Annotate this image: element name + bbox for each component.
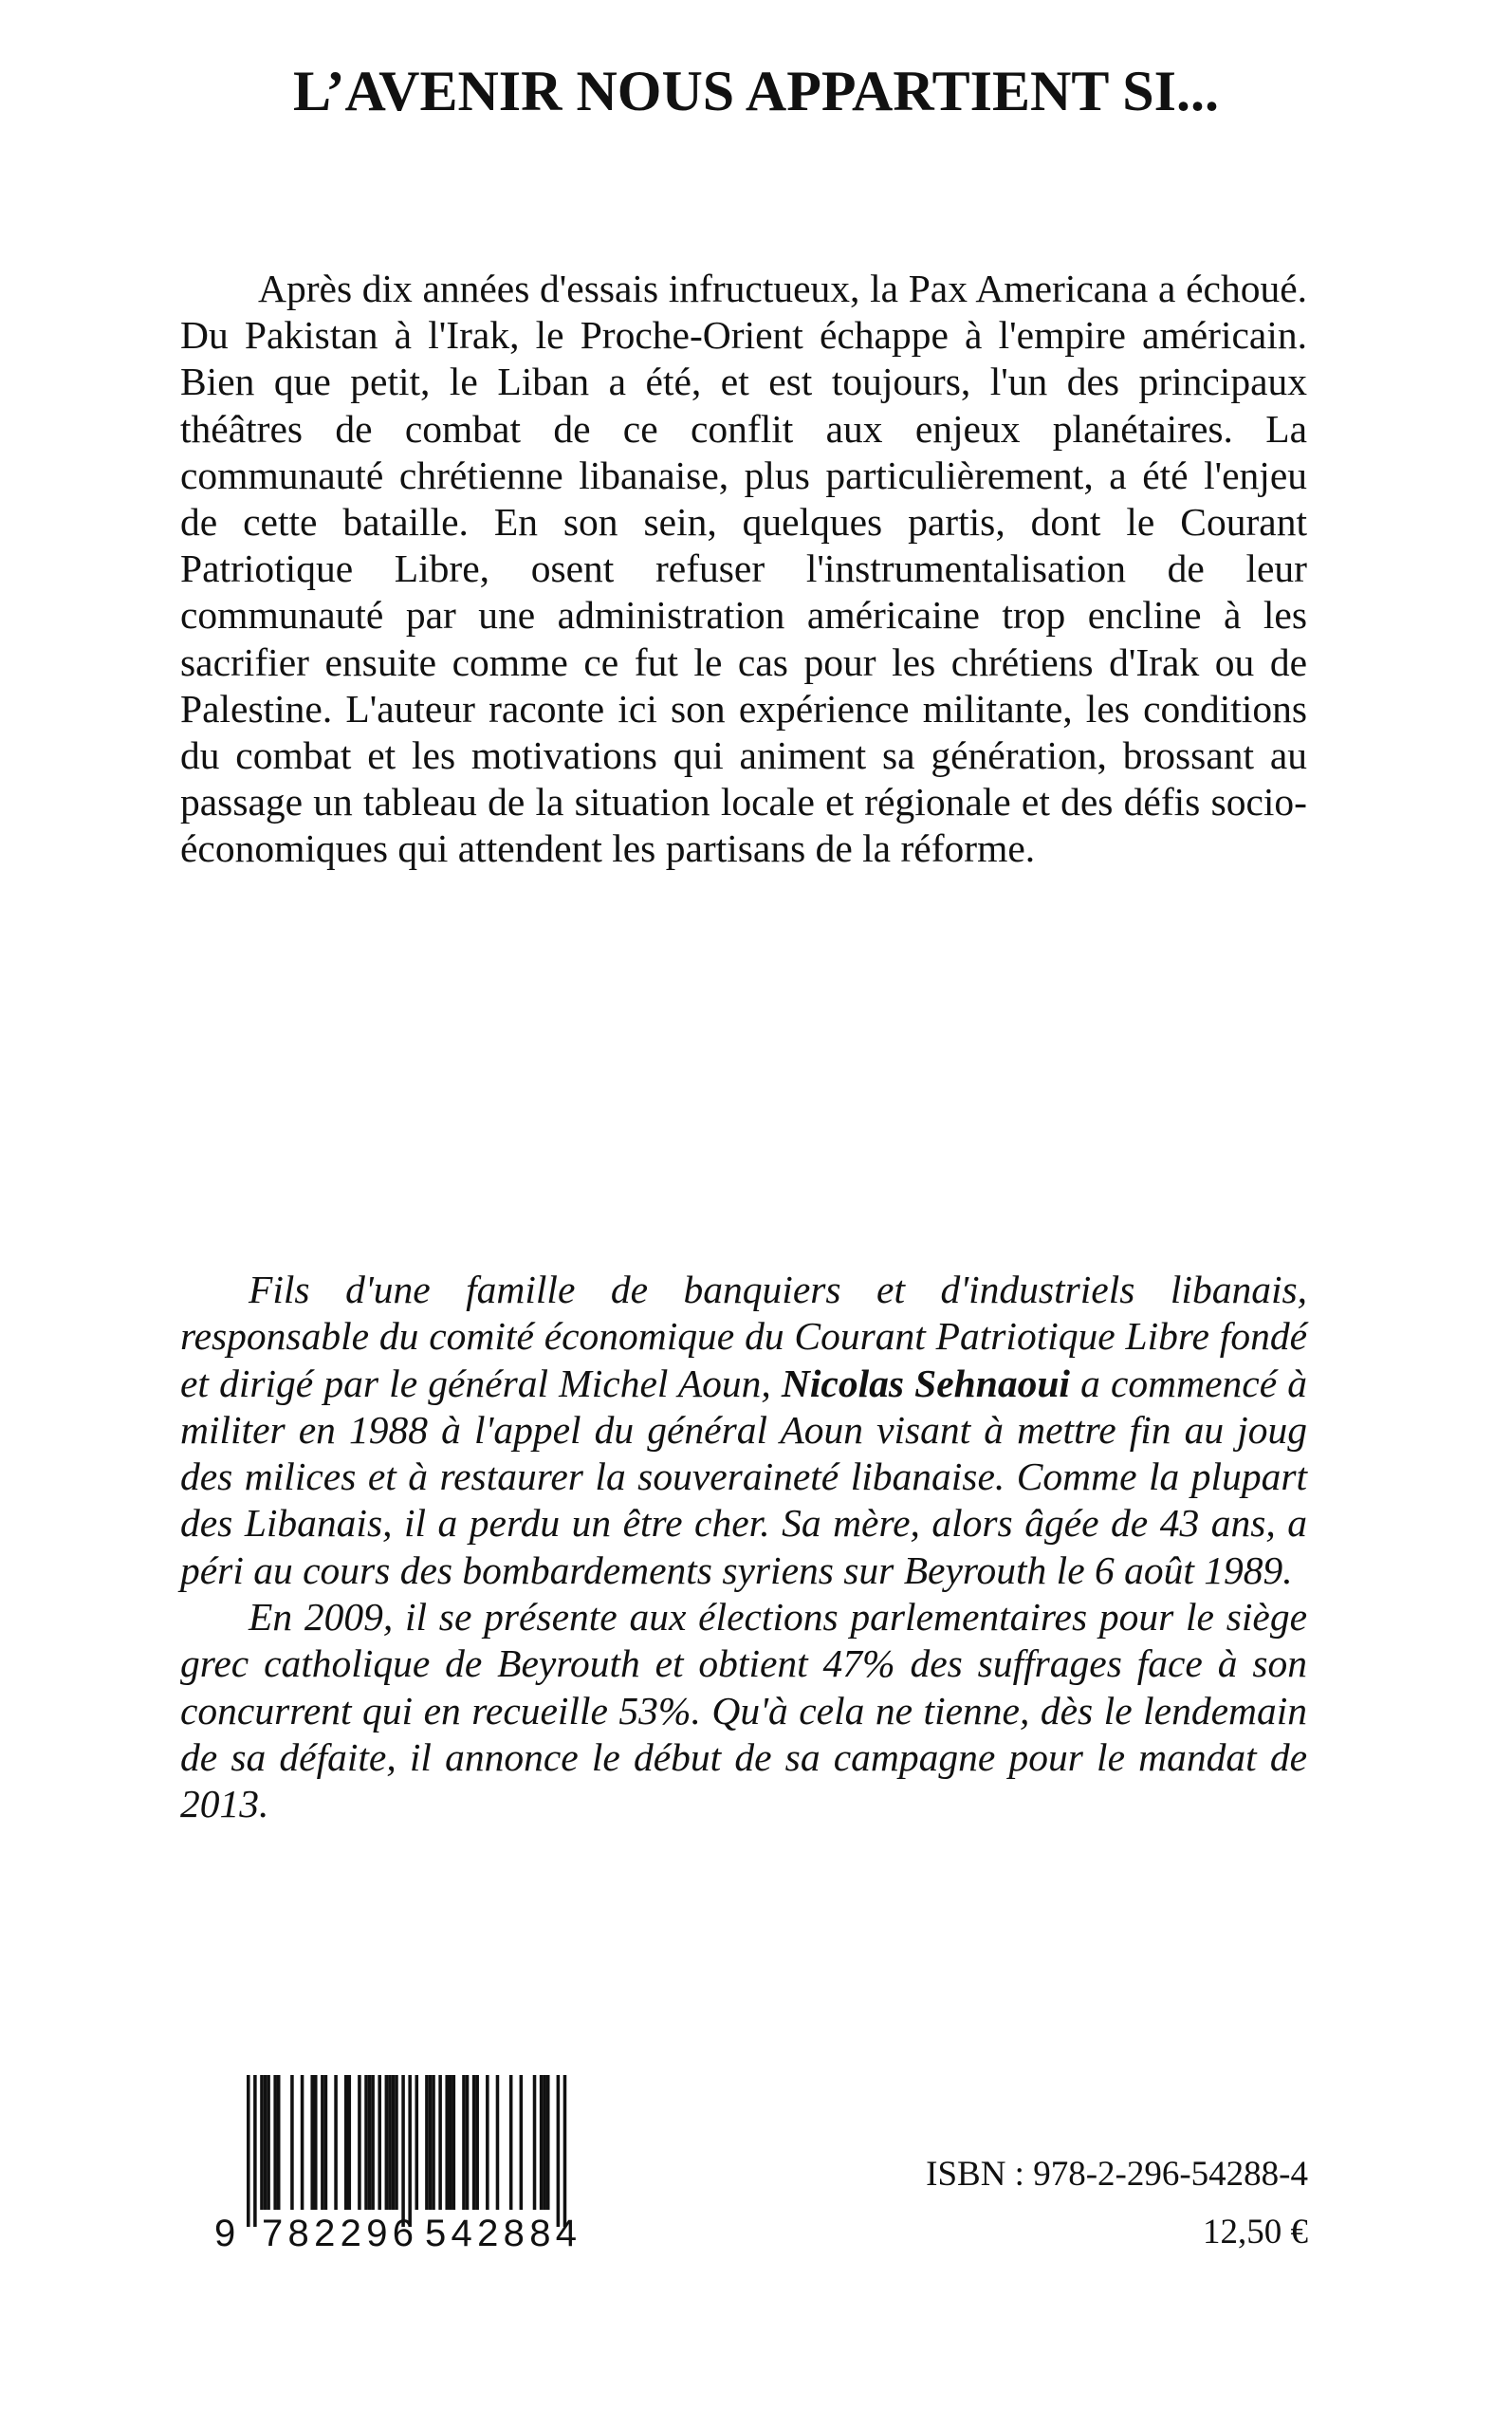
barcode-bar bbox=[472, 2075, 476, 2210]
barcode-bar bbox=[466, 2075, 470, 2210]
barcode-bar bbox=[509, 2075, 513, 2210]
barcode-bar bbox=[371, 2075, 375, 2210]
barcode-bar bbox=[334, 2075, 338, 2210]
bio-text-after: a commencé à militer en 1988 à l'appel du général Aoun visant à mettre fin au joug des milices et à restaurer la souveraineté libanaise. Comme la plupart des Libanais, il a perdu un être cher. Sa mère, alors âgée de 43 ans, a péri au cours des bombardements syriens sur Beyrouth le 6 août 1989. bbox=[180, 1361, 1308, 1592]
barcode-bar bbox=[364, 2075, 368, 2210]
barcode-bar bbox=[378, 2075, 381, 2210]
barcode-bar bbox=[557, 2075, 561, 2227]
barcode-bar bbox=[247, 2075, 250, 2227]
barcode-bar bbox=[432, 2075, 435, 2210]
barcode-bar bbox=[475, 2075, 479, 2210]
price: 12,50 € bbox=[1203, 2213, 1308, 2251]
barcode-bar bbox=[267, 2075, 270, 2210]
author-name: Nicolas Sehnaoui bbox=[781, 1361, 1070, 1405]
barcode-bar bbox=[462, 2075, 466, 2210]
barcode-bar bbox=[438, 2075, 442, 2210]
isbn: ISBN : 978-2-296-54288-4 bbox=[926, 2155, 1308, 2194]
barcode-bar bbox=[321, 2075, 324, 2210]
barcode-bar bbox=[486, 2075, 489, 2210]
barcode-graphic bbox=[211, 2075, 599, 2251]
barcode-bar bbox=[348, 2075, 352, 2210]
barcode-bar bbox=[385, 2075, 389, 2210]
barcode-bar bbox=[260, 2075, 264, 2210]
barcode bbox=[211, 2075, 599, 2251]
barcode-digits-left: 782296 bbox=[262, 2213, 414, 2251]
barcode-bar bbox=[452, 2075, 456, 2210]
blurb bbox=[180, 266, 1307, 873]
barcode-bar bbox=[429, 2075, 433, 2210]
barcode-bar bbox=[253, 2075, 257, 2227]
author-bio bbox=[180, 1267, 1307, 1828]
barcode-bar bbox=[520, 2075, 524, 2210]
bio-paragraph-1 bbox=[180, 1267, 1307, 1594]
barcode-bar bbox=[425, 2075, 429, 2210]
barcode-digits-right: 542884 bbox=[425, 2213, 577, 2251]
barcode-bar bbox=[533, 2075, 537, 2210]
barcode-bar bbox=[344, 2075, 348, 2210]
bio-paragraph-2: En 2009, il se présente aux élections parlementaires pour le siège grec catholique de Beyrouth et obtient 47% des suffrages face à son concurrent qui en recueille 53%. Qu'à cela ne tienne, dès le lendemain de sa défaite, il annonce le début de sa campagne pour le mandat de 2013. bbox=[180, 1595, 1307, 1826]
barcode-bar bbox=[264, 2075, 267, 2210]
barcode-bar bbox=[546, 2075, 550, 2210]
barcode-bar bbox=[543, 2075, 546, 2210]
book-title: L’AVENIR NOUS APPARTIENT SI... bbox=[293, 60, 1219, 122]
barcode-bar bbox=[310, 2075, 314, 2210]
barcode-bar bbox=[324, 2075, 328, 2210]
bio-text-before: Fils d'une famille de banquiers et d'industriels libanais, responsable du comité économique du Courant Patriotique Libre fondé et dirigé par le général Michel Aoun, bbox=[180, 1268, 1307, 1405]
blurb-paragraph: Après dix années d'essais infructueux, la Pax Americana a échoué. Du Pakistan à l'Irak, le Proche-Orient échappe à l'empire américain. Bien que petit, le Liban a été, et est toujours, l'un des principaux théâtres de combat de ce conflit aux enjeux planétaires. La communauté chrétienne libanaise, plus particulièrement, a été l'enjeu de cette bataille. En son sein, quelques partis, dont le Courant Patriotique Libre, osent refuser l'instrumentalisation de leur communauté par une administration américaine trop encline à les sacrifier ensuite comme ce fut le cas pour les chrétiens d'Irak ou de Palestine. L'auteur raconte ici son expérience militante, les conditions du combat et les motivations qui animent sa génération, brossant au passage un tableau de la situation locale et régionale et des défis socio-économiques qui attendent les partisans de la réforme. bbox=[180, 267, 1307, 871]
barcode-bar bbox=[314, 2075, 318, 2210]
barcode-bar bbox=[388, 2075, 392, 2210]
barcode-bar bbox=[392, 2075, 396, 2210]
barcode-bar bbox=[273, 2075, 277, 2210]
barcode-digit-first: 9 bbox=[214, 2213, 236, 2251]
barcode-bar bbox=[395, 2075, 398, 2210]
barcode-bar bbox=[358, 2075, 361, 2210]
barcode-bar bbox=[445, 2075, 449, 2210]
barcode-bar bbox=[408, 2075, 412, 2227]
barcode-bar bbox=[415, 2075, 419, 2210]
barcode-bar bbox=[368, 2075, 372, 2210]
barcode-bar bbox=[449, 2075, 452, 2210]
barcode-bar bbox=[277, 2075, 281, 2210]
barcode-bar bbox=[290, 2075, 294, 2210]
barcode-bar bbox=[540, 2075, 544, 2210]
barcode-bar bbox=[563, 2075, 567, 2227]
barcode-bar bbox=[496, 2075, 500, 2210]
barcode-bar bbox=[301, 2075, 304, 2210]
barcode-bar bbox=[401, 2075, 405, 2227]
